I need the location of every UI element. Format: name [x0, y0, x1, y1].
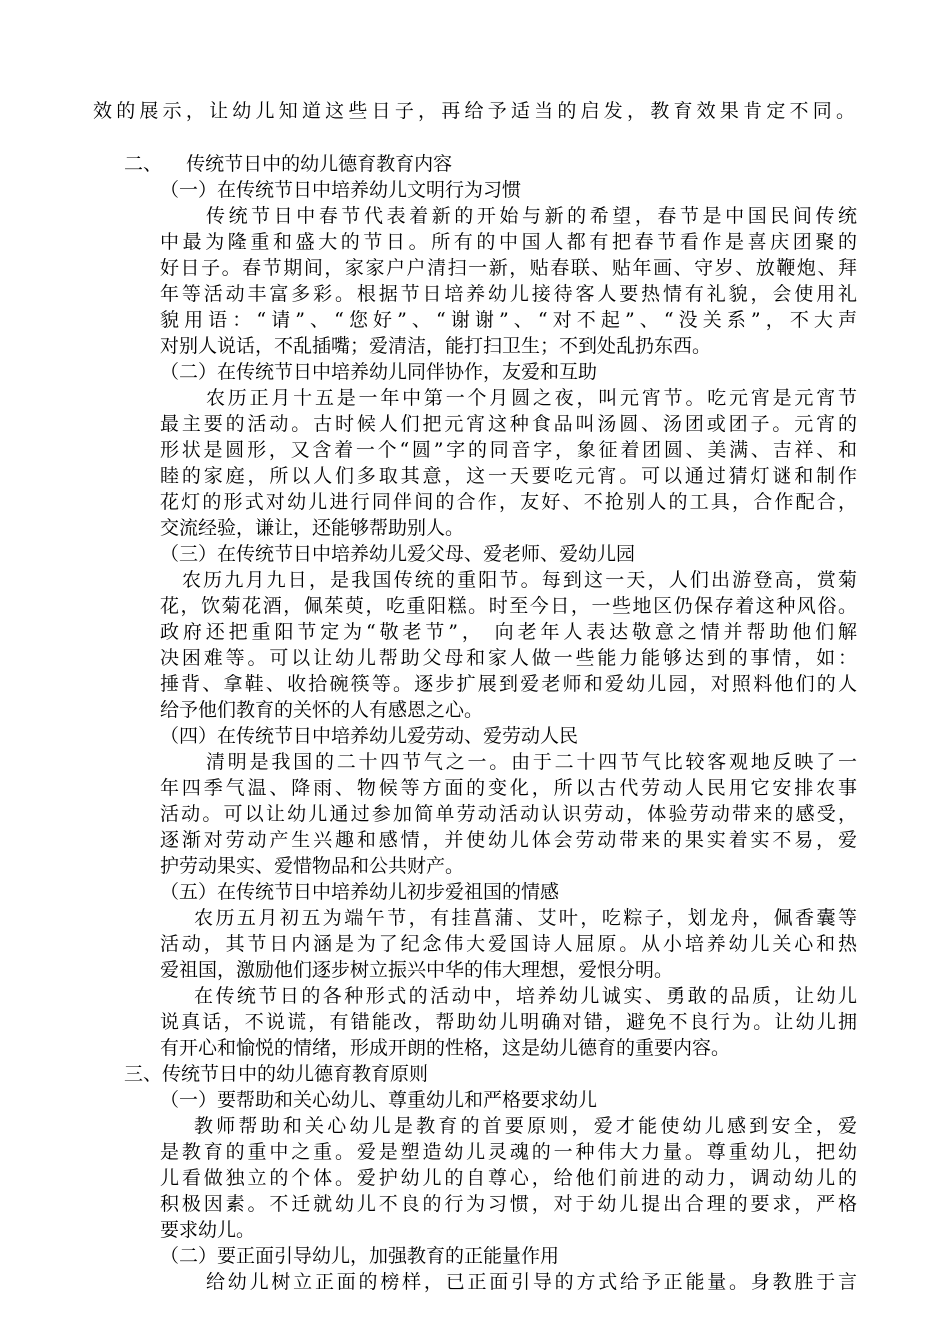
body-text-line: 活动，其节日内涵是为了纪念伟大爱国诗人屈原。从小培养幼儿关心和热	[160, 933, 857, 955]
body-text-line: 给予他们教育的关怀的人有感恩之心。	[160, 699, 484, 721]
section-heading: 二、 传统节日中的幼儿德育教育内容	[124, 153, 453, 175]
body-text-line: 清明是我国的二十四节气之一。由于二十四节气比较客观地反映了一	[206, 751, 857, 773]
body-text-line: 传统节日中春节代表着新的开始与新的希望，春节是中国民间传统	[206, 205, 857, 227]
subsection-heading: （五）在传统节日中培养幼儿初步爱祖国的情感	[160, 881, 560, 903]
body-text-line: 交流经验，谦让，还能够帮助别人。	[160, 517, 465, 539]
body-text-line: 儿看做独立的个体。爱护幼儿的自尊心，给他们前进的动力，调动幼儿的	[160, 1167, 857, 1189]
subsection-heading: （二）在传统节日中培养幼儿同伴协作，友爱和互助	[160, 361, 598, 383]
body-text-line: 积极因素。不迁就幼儿不良的行为习惯，对于幼儿提出合理的要求，严格	[160, 1193, 857, 1215]
body-text-line: 貌用语：“请”、“您好”、“谢谢”、“对不起”、“没关系”，不大声	[160, 309, 857, 331]
body-text-line: 农历五月初五为端午节，有挂菖蒲、艾叶，吃粽子，划龙舟，佩香囊等	[194, 907, 857, 929]
body-text-line: 花灯的形式对幼儿进行同伴间的合作，友好、不抢别人的工具，合作配合，	[160, 491, 857, 513]
body-text-line: 效的展示，让幼儿知道这些日子，再给予适当的启发，教育效果肯定不同。	[93, 100, 855, 122]
subsection-heading: （四）在传统节日中培养幼儿爱劳动、爱劳动人民	[160, 725, 579, 747]
body-text-line: 有开心和愉悦的情绪，形成开朗的性格，这是幼儿德育的重要内容。	[160, 1037, 731, 1059]
body-text-line: 捶背、拿鞋、收拾碗筷等。逐步扩展到爱老师和爱幼儿园，对照料他们的人	[160, 673, 857, 695]
body-text-line: 逐渐对劳动产生兴趣和感情，并使幼儿体会劳动带来的果实着实不易，爱	[160, 829, 857, 851]
body-text-line: 政府还把重阳节定为“敬老节”， 向老年人表达敬意之情并帮助他们解	[160, 621, 857, 643]
body-text-line: 爱祖国，激励他们逐步树立振兴中华的伟大理想，爱恨分明。	[160, 959, 674, 981]
subsection-heading: （三）在传统节日中培养幼儿爱父母、爱老师、爱幼儿园	[160, 543, 636, 565]
body-text-line: 最主要的活动。古时候人们把元宵这种食品叫汤圆、汤团或团子。元宵的	[160, 413, 857, 435]
body-text-line: 给幼儿树立正面的榜样，已正面引导的方式给予正能量。身教胜于言	[206, 1271, 857, 1293]
body-text-line: 年四季气温、降雨、物候等方面的变化，所以古代劳动人民用它安排农事	[160, 777, 857, 799]
body-text-line: 是教育的重中之重。爱是塑造幼儿灵魂的一种伟大力量。尊重幼儿，把幼	[160, 1141, 857, 1163]
body-text-line: 要求幼儿。	[160, 1219, 256, 1241]
body-text-line: 农历正月十五是一年中第一个月圆之夜，叫元宵节。吃元宵是元宵节	[206, 387, 857, 409]
body-text-line: 活动。可以让幼儿通过参加简单劳动活动认识劳动，体验劳动带来的感受，	[160, 803, 857, 825]
body-text-line: 说真话，不说谎，有错能改，帮助幼儿明确对错，避免不良行为。让幼儿拥	[160, 1011, 857, 1033]
body-text-line: 年等活动丰富多彩。根据节日培养幼儿接待客人要热情有礼貌，会使用礼	[160, 283, 857, 305]
body-text-line: 好日子。春节期间，家家户户清扫一新，贴春联、贴年画、守岁、放鞭炮、拜	[160, 257, 857, 279]
body-text-line: 决困难等。可以让幼儿帮助父母和家人做一些能力能够达到的事情，如：	[160, 647, 857, 669]
body-text-line: 护劳动果实、爱惜物品和公共财产。	[160, 855, 465, 877]
body-text-line: 在传统节日的各种形式的活动中，培养幼儿诚实、勇敢的品质，让幼儿	[194, 985, 857, 1007]
body-text-line: 形状是圆形，又含着一个“圆”字的同音字，象征着团圆、美满、吉祥、和	[160, 439, 857, 461]
body-text-line: 对别人说话，不乱插嘴；爱清洁，能打扫卫生；不到处乱扔东西。	[160, 335, 712, 357]
body-text-line: 教师帮助和关心幼儿是教育的首要原则，爱才能使幼儿感到安全，爱	[194, 1115, 857, 1137]
body-text-line: 农历九月九日，是我国传统的重阳节。每到这一天，人们出游登高，赏菊	[182, 569, 857, 591]
subsection-heading: （一）要帮助和关心幼儿、尊重幼儿和严格要求幼儿	[160, 1089, 598, 1111]
body-text-line: 中最为隆重和盛大的节日。所有的中国人都有把春节看作是喜庆团聚的	[160, 231, 857, 253]
subsection-heading: （一）在传统节日中培养幼儿文明行为习惯	[160, 179, 522, 201]
body-text-line: 睦的家庭，所以人们多取其意，这一天要吃元宵。可以通过猜灯谜和制作	[160, 465, 857, 487]
section-heading: 三、传统节日中的幼儿德育教育原则	[124, 1063, 429, 1085]
body-text-line: 花，饮菊花酒，佩茱萸，吃重阳糕。时至今日，一些地区仍保存着这种风俗。	[160, 595, 857, 617]
subsection-heading: （二）要正面引导幼儿，加强教育的正能量作用	[160, 1245, 560, 1267]
